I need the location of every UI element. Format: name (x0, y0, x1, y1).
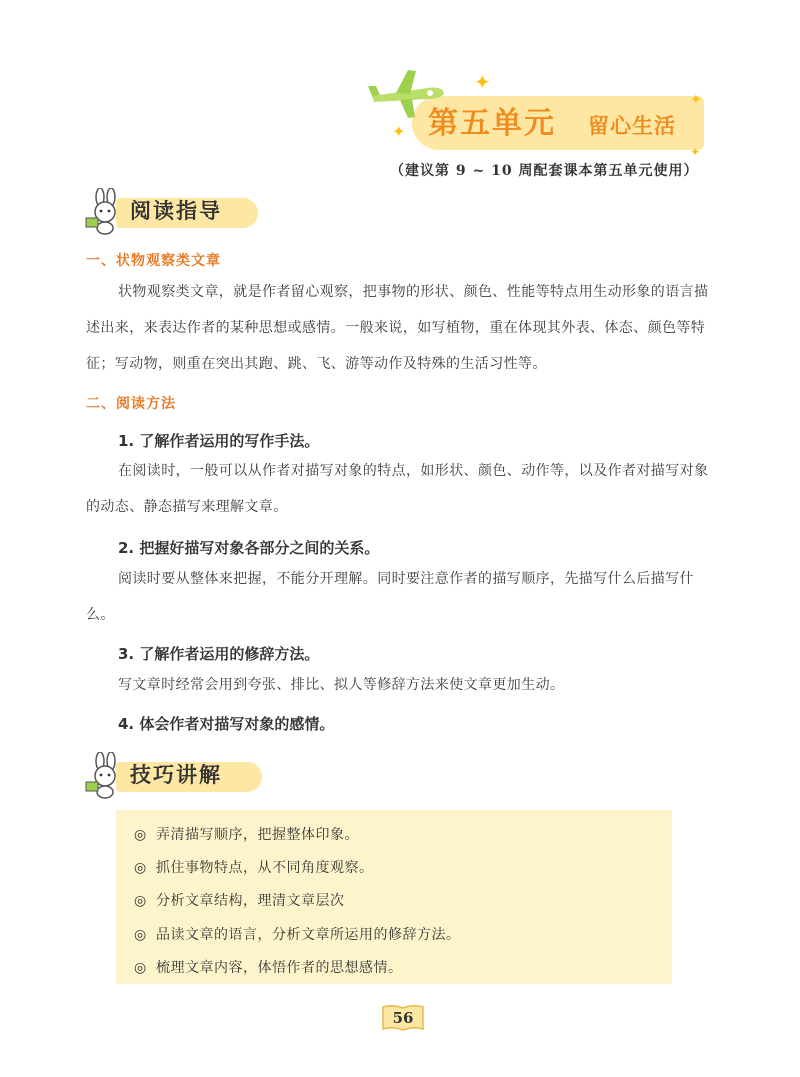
unit-subtitle: 留心生活 (588, 114, 676, 138)
method-2-text: 阅读时要从整体来把握，不能分开理解。同时要注意作者的描写顺序，先描写什么后描写什么。 (86, 571, 694, 623)
method-4-heading: 4. 体会作者对描写对象的感情。 (118, 715, 335, 733)
bullet-icon: ◎ (134, 893, 147, 909)
section2-title: 二、阅读方法 (86, 396, 176, 412)
method-1-text: 在阅读时，一般可以从作者对描写对象的特点，如形状、颜色、动作等，以及作者对描写对象的动态、静态描写来理解文章。 (86, 463, 709, 515)
section-heading: 阅读指导 (130, 199, 222, 223)
bunny-mascot-icon (80, 188, 130, 236)
tip-item (134, 924, 461, 944)
method-2-heading: 2. 把握好描写对象各部分之间的关系。 (118, 539, 380, 557)
bullet-icon: ◎ (134, 827, 147, 843)
tip-item (134, 957, 403, 977)
section1-title: 一、状物观察类文章 (86, 253, 221, 269)
page-number: 56 (392, 1009, 414, 1027)
bullet-icon: ◎ (134, 960, 147, 976)
sparkle-icon: ✦ (392, 122, 406, 141)
sparkle-icon: ✦ (690, 145, 701, 159)
tip-item (134, 824, 359, 844)
bullet-icon: ◎ (134, 860, 147, 876)
bullet-icon: ◎ (134, 927, 147, 943)
tip-text: 弄清描写顺序，把握整体印象。 (156, 827, 359, 843)
tip-text: 梳理文章内容，体悟作者的思想感情。 (156, 960, 403, 976)
method-1-heading: 1. 了解作者运用的写作手法。 (118, 432, 320, 450)
reading-guide-header (80, 188, 280, 234)
tip-text: 分析文章结构，理清文章层次 (156, 893, 345, 909)
tip-item (134, 890, 345, 910)
sparkle-icon: ✦ (474, 70, 491, 94)
page-number-badge (380, 1003, 426, 1033)
tip-item (134, 857, 374, 877)
method-3-text: 写文章时经常会用到夸张、排比、拟人等修辞方法来使文章更加生动。 (118, 677, 565, 693)
section-heading: 技巧讲解 (130, 763, 222, 787)
tip-text: 抓住事物特点，从不同角度观察。 (156, 860, 374, 876)
sparkle-icon: ✦ (690, 92, 702, 108)
bunny-mascot-icon (80, 752, 130, 800)
method-3-heading: 3. 了解作者运用的修辞方法。 (118, 645, 320, 663)
section1-paragraph: 状物观察类文章，就是作者留心观察，把事物的形状、颜色、性能等特点用生动形象的语言描述出来，来表达作者的某种思想或感情。一般来说，如写植物，重在体现其外表、体态、颜色等特征；写动物，则重在突出其跑、跳、飞、游等动作及特殊的生活习性等。 (86, 284, 709, 372)
tip-text: 品读文章的语言，分析文章所运用的修辞方法。 (156, 927, 461, 943)
tips-box (116, 810, 672, 984)
unit-title: 第五单元 (428, 106, 556, 141)
usage-note: （建议第 9 ~ 10 周配套课本第五单元使用） (390, 163, 699, 179)
tips-header (80, 752, 280, 798)
